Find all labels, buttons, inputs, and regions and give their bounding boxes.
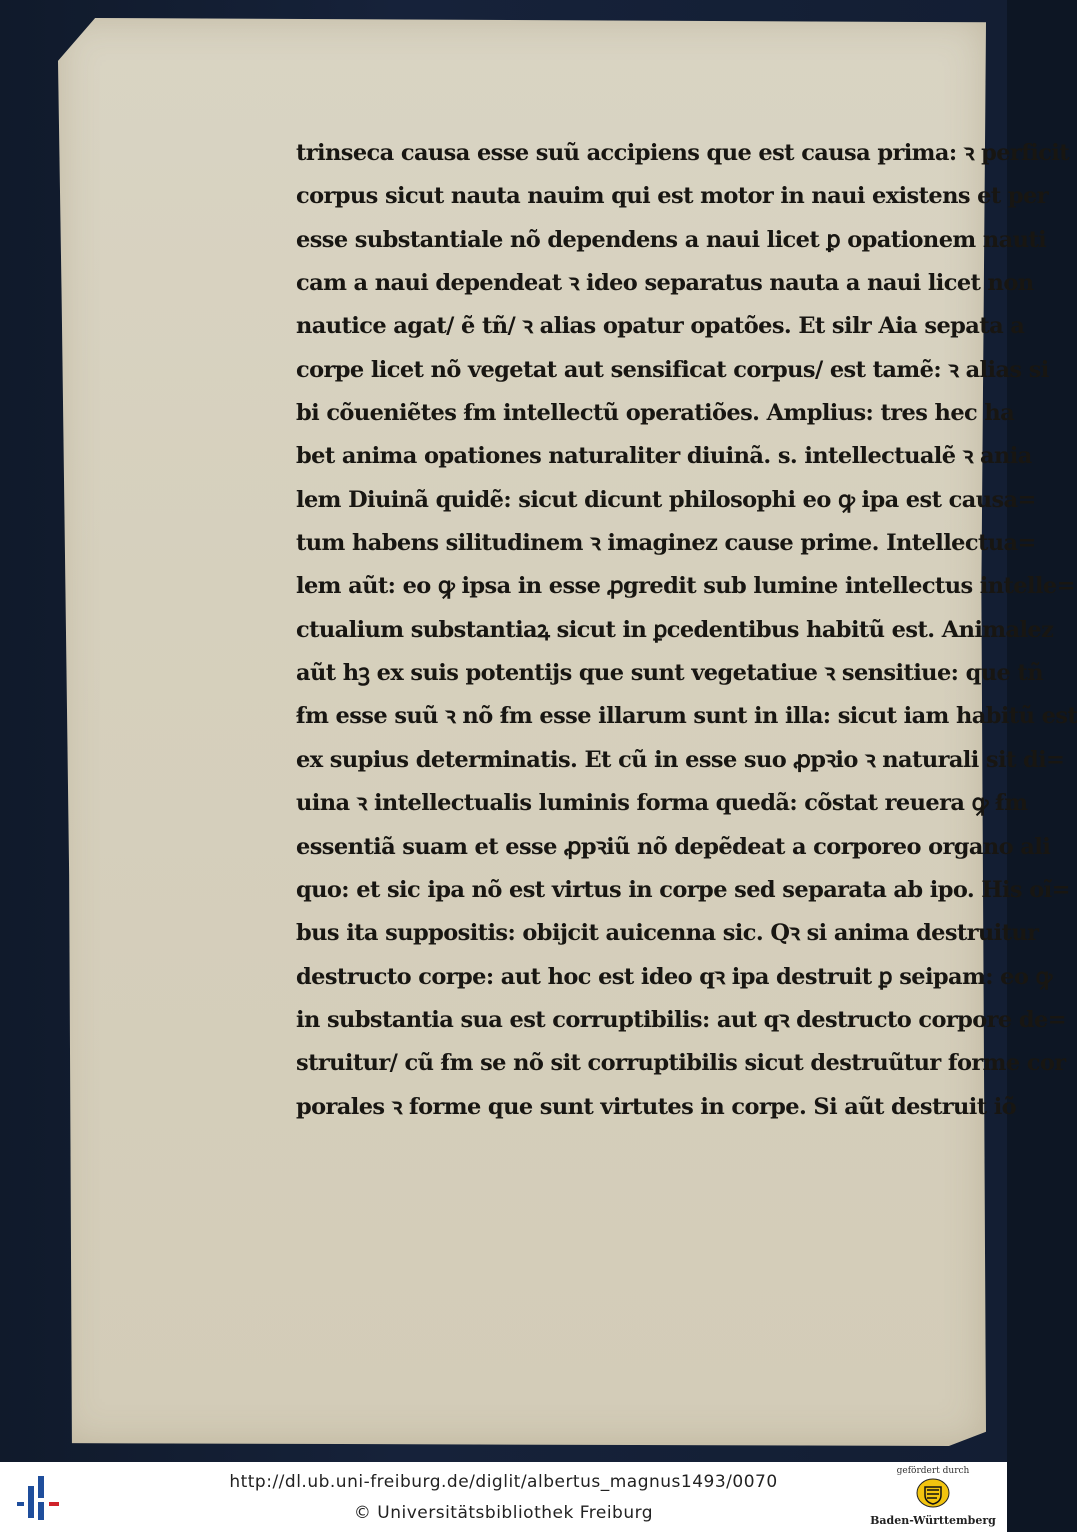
text-line: essentiã suam et esse ꝓpꝛiũ nõ depẽdeat a corporeo organo ali	[296, 833, 1051, 860]
text-line: uina ꝛ intellectualis luminis forma quedã: cõstat reuera ꝙ ẜm	[296, 790, 1028, 817]
document-url[interactable]: http://dl.ub.uni-freiburg.de/diglit/albertus_magnus1493/0070	[229, 1472, 778, 1492]
sponsor-name: Baden-Württemberg	[870, 1514, 996, 1527]
text-line: corpe licet nõ vegetat aut sensificat corpus/ est tamẽ: ꝛ alias si	[296, 356, 1049, 383]
text-line: ex supius determinatis. Et cũ in esse suo ꝓpꝛio ꝛ naturali sit di=	[296, 746, 1065, 773]
sponsor-badge	[868, 1464, 998, 1532]
state-seal-icon	[916, 1478, 950, 1508]
text-line: aũt hꝫ ex suis potentijs que sunt vegetatiue ꝛ sensitiue: que tñ	[296, 660, 1043, 687]
text-line: trinseca causa esse suũ accipiens que est causa prima: ꝛ perficit	[296, 140, 1070, 166]
text-line: bus ita suppositis: obijcit auicenna sic. Qꝛ si anima destruitur	[296, 920, 1039, 947]
text-line: tum habens silitudinem ꝛ imaginez cause prime. Intellectua=	[296, 530, 1036, 557]
text-line: bi cõueniẽtes ẜm intellectũ operatiões. Amplius: tres hec ha	[296, 400, 1015, 427]
text-line: porales ꝛ forme que sunt virtutes in corpe. Si aũt destruit iõ	[296, 1093, 1017, 1120]
text-line: struitur/ cũ ẜm se nõ sit corruptibilis sicut destruũtur forme cor	[296, 1050, 1066, 1077]
text-line: corpus sicut nauta nauim qui est motor in naui existens et per	[296, 183, 1048, 210]
copyright-notice: © Universitätsbibliothek Freiburg	[353, 1503, 654, 1523]
text-line: ẜm esse suũ ꝛ nõ ẜm esse illarum sunt in illa: sicut iam habitũ est	[296, 703, 1077, 730]
text-line: lem Diuinã quidẽ: sicut dicunt philosophi eo ꝙ ipa est causa=	[296, 486, 1036, 513]
text-line: in substantia sua est corruptibilis: aut qꝛ destructo corpore de=	[296, 1006, 1066, 1033]
text-line: nautice agat/ ẽ tñ/ ꝛ alias opatur opatões. Et silr Aia sepata a	[296, 313, 1025, 340]
text-line: lem aũt: eo ꝙ ipsa in esse ꝓgredit sub lumine intellectus intelle=	[296, 573, 1075, 600]
text-line: esse substantiale nõ dependens a naui licet ꝑ opationem nauti	[296, 226, 1047, 253]
text-line: ctualium substantiaꝝ sicut in ꝑcedentibus habitũ est. Animalez	[296, 616, 1054, 643]
viewer-footer	[0, 1462, 1007, 1532]
sponsor-caption: gefördert durch	[896, 1466, 970, 1476]
text-line: quo: et sic ipa nõ est virtus in corpe sed separata ab ipo. His oĩ=	[296, 876, 1070, 903]
text-line: cam a naui dependeat ꝛ ideo separatus nauta a naui licet non	[296, 270, 1034, 297]
text-line: bet anima opationes naturaliter diuinã. s. intellectualẽ ꝛ ania	[296, 443, 1032, 470]
text-line: destructo corpe: aut hoc est ideo qꝛ ipa destruit ꝑ seipam: eo ꝙ	[296, 963, 1052, 990]
page-text-block	[296, 132, 1077, 1129]
